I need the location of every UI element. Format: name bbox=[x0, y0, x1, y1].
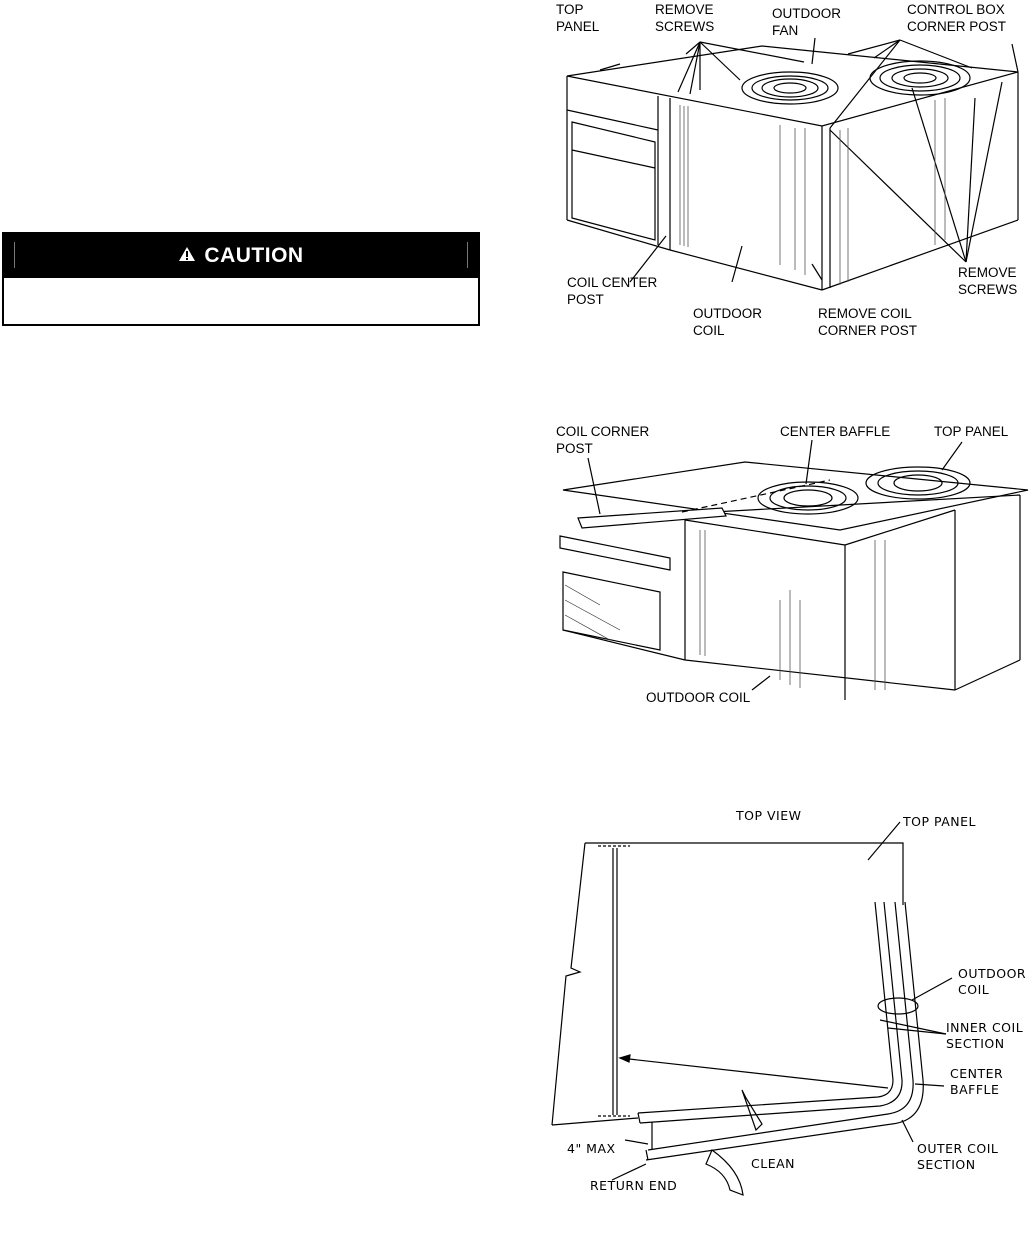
label-outdoor-coil-fig3-2: COIL bbox=[958, 982, 990, 997]
label-remove-coil-1: REMOVE COIL bbox=[818, 306, 912, 321]
label-outdoor-fan-1: OUTDOOR bbox=[772, 6, 841, 21]
caution-box bbox=[2, 232, 480, 326]
label-coil-center-2: POST bbox=[567, 292, 604, 307]
caution-title: CAUTION bbox=[204, 244, 304, 267]
label-remove-screws-b-1: REMOVE bbox=[958, 265, 1017, 280]
label-four-max: 4" MAX bbox=[567, 1141, 616, 1156]
label-top-panel-fig3: TOP PANEL bbox=[903, 814, 976, 829]
label-coil-center-1: COIL CENTER bbox=[567, 275, 658, 290]
caution-header bbox=[4, 234, 478, 278]
label-clean: CLEAN bbox=[751, 1156, 795, 1171]
figure-lift-top-panel bbox=[548, 415, 1028, 715]
label-inner-coil-1: INNER COIL bbox=[946, 1020, 1024, 1035]
label-center-baffle: CENTER BAFFLE bbox=[780, 424, 891, 439]
figure-top-view-coil bbox=[548, 790, 1028, 1210]
label-outer-coil-2: SECTION bbox=[917, 1157, 976, 1172]
label-outdoor-coil-1: OUTDOOR bbox=[693, 306, 762, 321]
label-inner-coil-2: SECTION bbox=[946, 1036, 1005, 1051]
label-remove-screws-b-2: SCREWS bbox=[958, 282, 1018, 297]
label-remove-coil-2: CORNER POST bbox=[818, 323, 918, 338]
figure-remove-top-panel bbox=[548, 0, 1028, 365]
label-top-panel-2: PANEL bbox=[556, 19, 600, 34]
label-remove-screws-1: REMOVE bbox=[655, 2, 714, 17]
label-coil-corner-2: POST bbox=[556, 441, 593, 456]
caution-body bbox=[4, 278, 478, 294]
figure3-drawing bbox=[548, 790, 1033, 1210]
figure1-drawing bbox=[548, 0, 1033, 365]
label-top-panel-1: TOP bbox=[556, 2, 584, 17]
figure2-drawing bbox=[548, 415, 1033, 715]
label-outer-coil-1: OUTER COIL bbox=[917, 1141, 999, 1156]
label-outdoor-coil-fig2: OUTDOOR COIL bbox=[646, 690, 751, 705]
label-center-baffle-fig3-2: BAFFLE bbox=[950, 1082, 1000, 1097]
label-control-box-1: CONTROL BOX bbox=[907, 2, 1005, 17]
warning-triangle-icon bbox=[178, 246, 196, 267]
label-return-end: RETURN END bbox=[590, 1178, 678, 1193]
label-outdoor-coil-fig3-1: OUTDOOR bbox=[958, 966, 1027, 981]
label-top-view: TOP VIEW bbox=[736, 808, 802, 823]
label-control-box-2: CORNER POST bbox=[907, 19, 1007, 34]
label-coil-corner-1: COIL CORNER bbox=[556, 424, 650, 439]
label-top-panel-fig2: TOP PANEL bbox=[934, 424, 1009, 439]
label-remove-screws-2: SCREWS bbox=[655, 19, 715, 34]
label-outdoor-fan-2: FAN bbox=[772, 23, 799, 38]
label-outdoor-coil-2: COIL bbox=[693, 323, 725, 338]
label-center-baffle-fig3-1: CENTER bbox=[950, 1066, 1004, 1081]
